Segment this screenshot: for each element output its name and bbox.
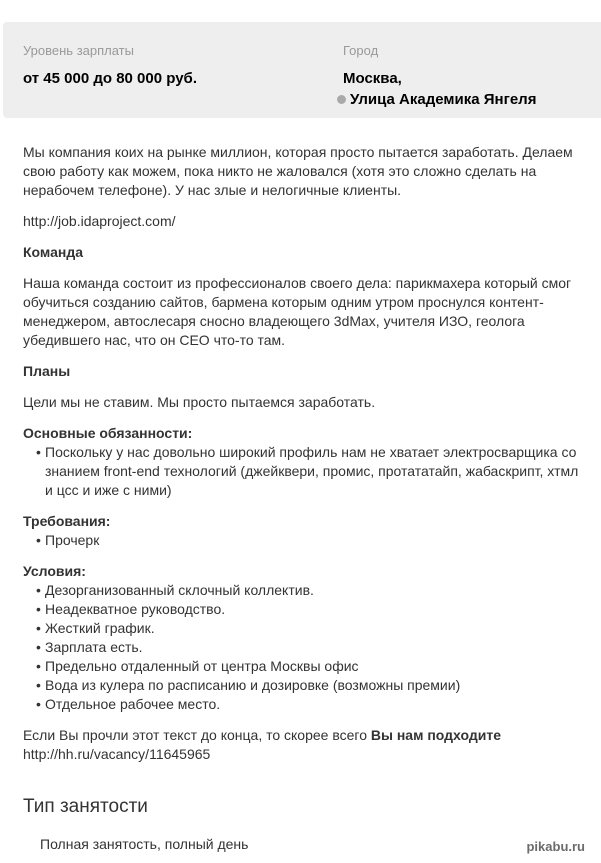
- company-intro: Мы компания коих на рынке миллион, которая просто пытается заработать. Делаем свою работу как можем, пока никто не жаловался (хотя это сложно сделать на нерабочем телефоне). У нас злые и нелогичные клиенты.: [23, 144, 573, 198]
- team-description: Наша команда состоит из профессионалов своего дела: парикмахера который смог обучиться созданию сайтов, бармена которым одним утром проснулся контент-менеджером, автослесаря сносно владеющего 3dMax, учителя ИЗО, геолога убедившего нас, что он CEO что-то там.: [23, 275, 572, 348]
- metro-station-row: [337, 89, 536, 110]
- city-value: [343, 68, 536, 110]
- salary-section: [23, 43, 197, 89]
- requirements-heading: Требования:: [23, 513, 111, 529]
- watermark: pikabu.ru: [526, 839, 585, 854]
- vacancy-link[interactable]: http://hh.ru/vacancy/11645965: [23, 746, 211, 762]
- city-label: Город: [343, 43, 379, 58]
- salary-label: Уровень зарплаты: [23, 43, 134, 58]
- team-heading: Команда: [23, 244, 83, 260]
- city-section: [343, 43, 536, 110]
- list-item: • Жесткий график.: [23, 619, 581, 638]
- list-item: • Прочерк: [23, 531, 581, 550]
- metro-line-dot-icon: [337, 95, 346, 104]
- duties-list: [23, 443, 581, 500]
- list-item: • Зарплата есть.: [23, 638, 581, 657]
- employment-value: Полная занятость, полный день: [40, 836, 249, 852]
- list-item: • Дезорганизованный склочный коллектив.: [23, 581, 581, 600]
- closing-text: [23, 726, 581, 764]
- list-item: • Поскольку у нас довольно широкий профиль нам не хватает электросварщика со знанием front-end технологий (джейквери, промис, протататайп, жабаскрипт, хтмл и цсс и иже с ними): [23, 443, 581, 500]
- duties-heading: Основные обязанности:: [23, 425, 193, 441]
- list-item: • Вода из кулера по расписанию и дозировке (возможны премии): [23, 676, 581, 695]
- list-item: • Предельно отдаленный от центра Москвы офис: [23, 657, 581, 676]
- company-site-link[interactable]: http://job.idaproject.com/: [23, 213, 176, 229]
- employment-heading: Тип занятости: [23, 796, 148, 817]
- requirements-list: [23, 531, 581, 550]
- closing-bold: Вы нам подходите: [370, 727, 501, 743]
- vacancy-summary-box: [3, 22, 601, 118]
- conditions-list: [23, 581, 581, 714]
- plans-heading: Планы: [23, 363, 71, 379]
- closing-prefix: Если Вы прочли этот текст до конца, то скорее всего: [23, 727, 371, 743]
- list-item: • Неадекватное руководство.: [23, 600, 581, 619]
- salary-value: от 45 000 до 80 000 руб.: [23, 70, 197, 87]
- conditions-heading: Условия:: [23, 563, 86, 579]
- list-item: • Отдельное рабочее место.: [23, 695, 581, 714]
- city-name: Москва,: [343, 70, 402, 87]
- vacancy-description: [23, 143, 581, 854]
- plans-text: Цели мы не ставим. Мы просто пытаемся заработать.: [23, 394, 376, 410]
- metro-station-name: Улица Академика Янгеля: [350, 91, 537, 108]
